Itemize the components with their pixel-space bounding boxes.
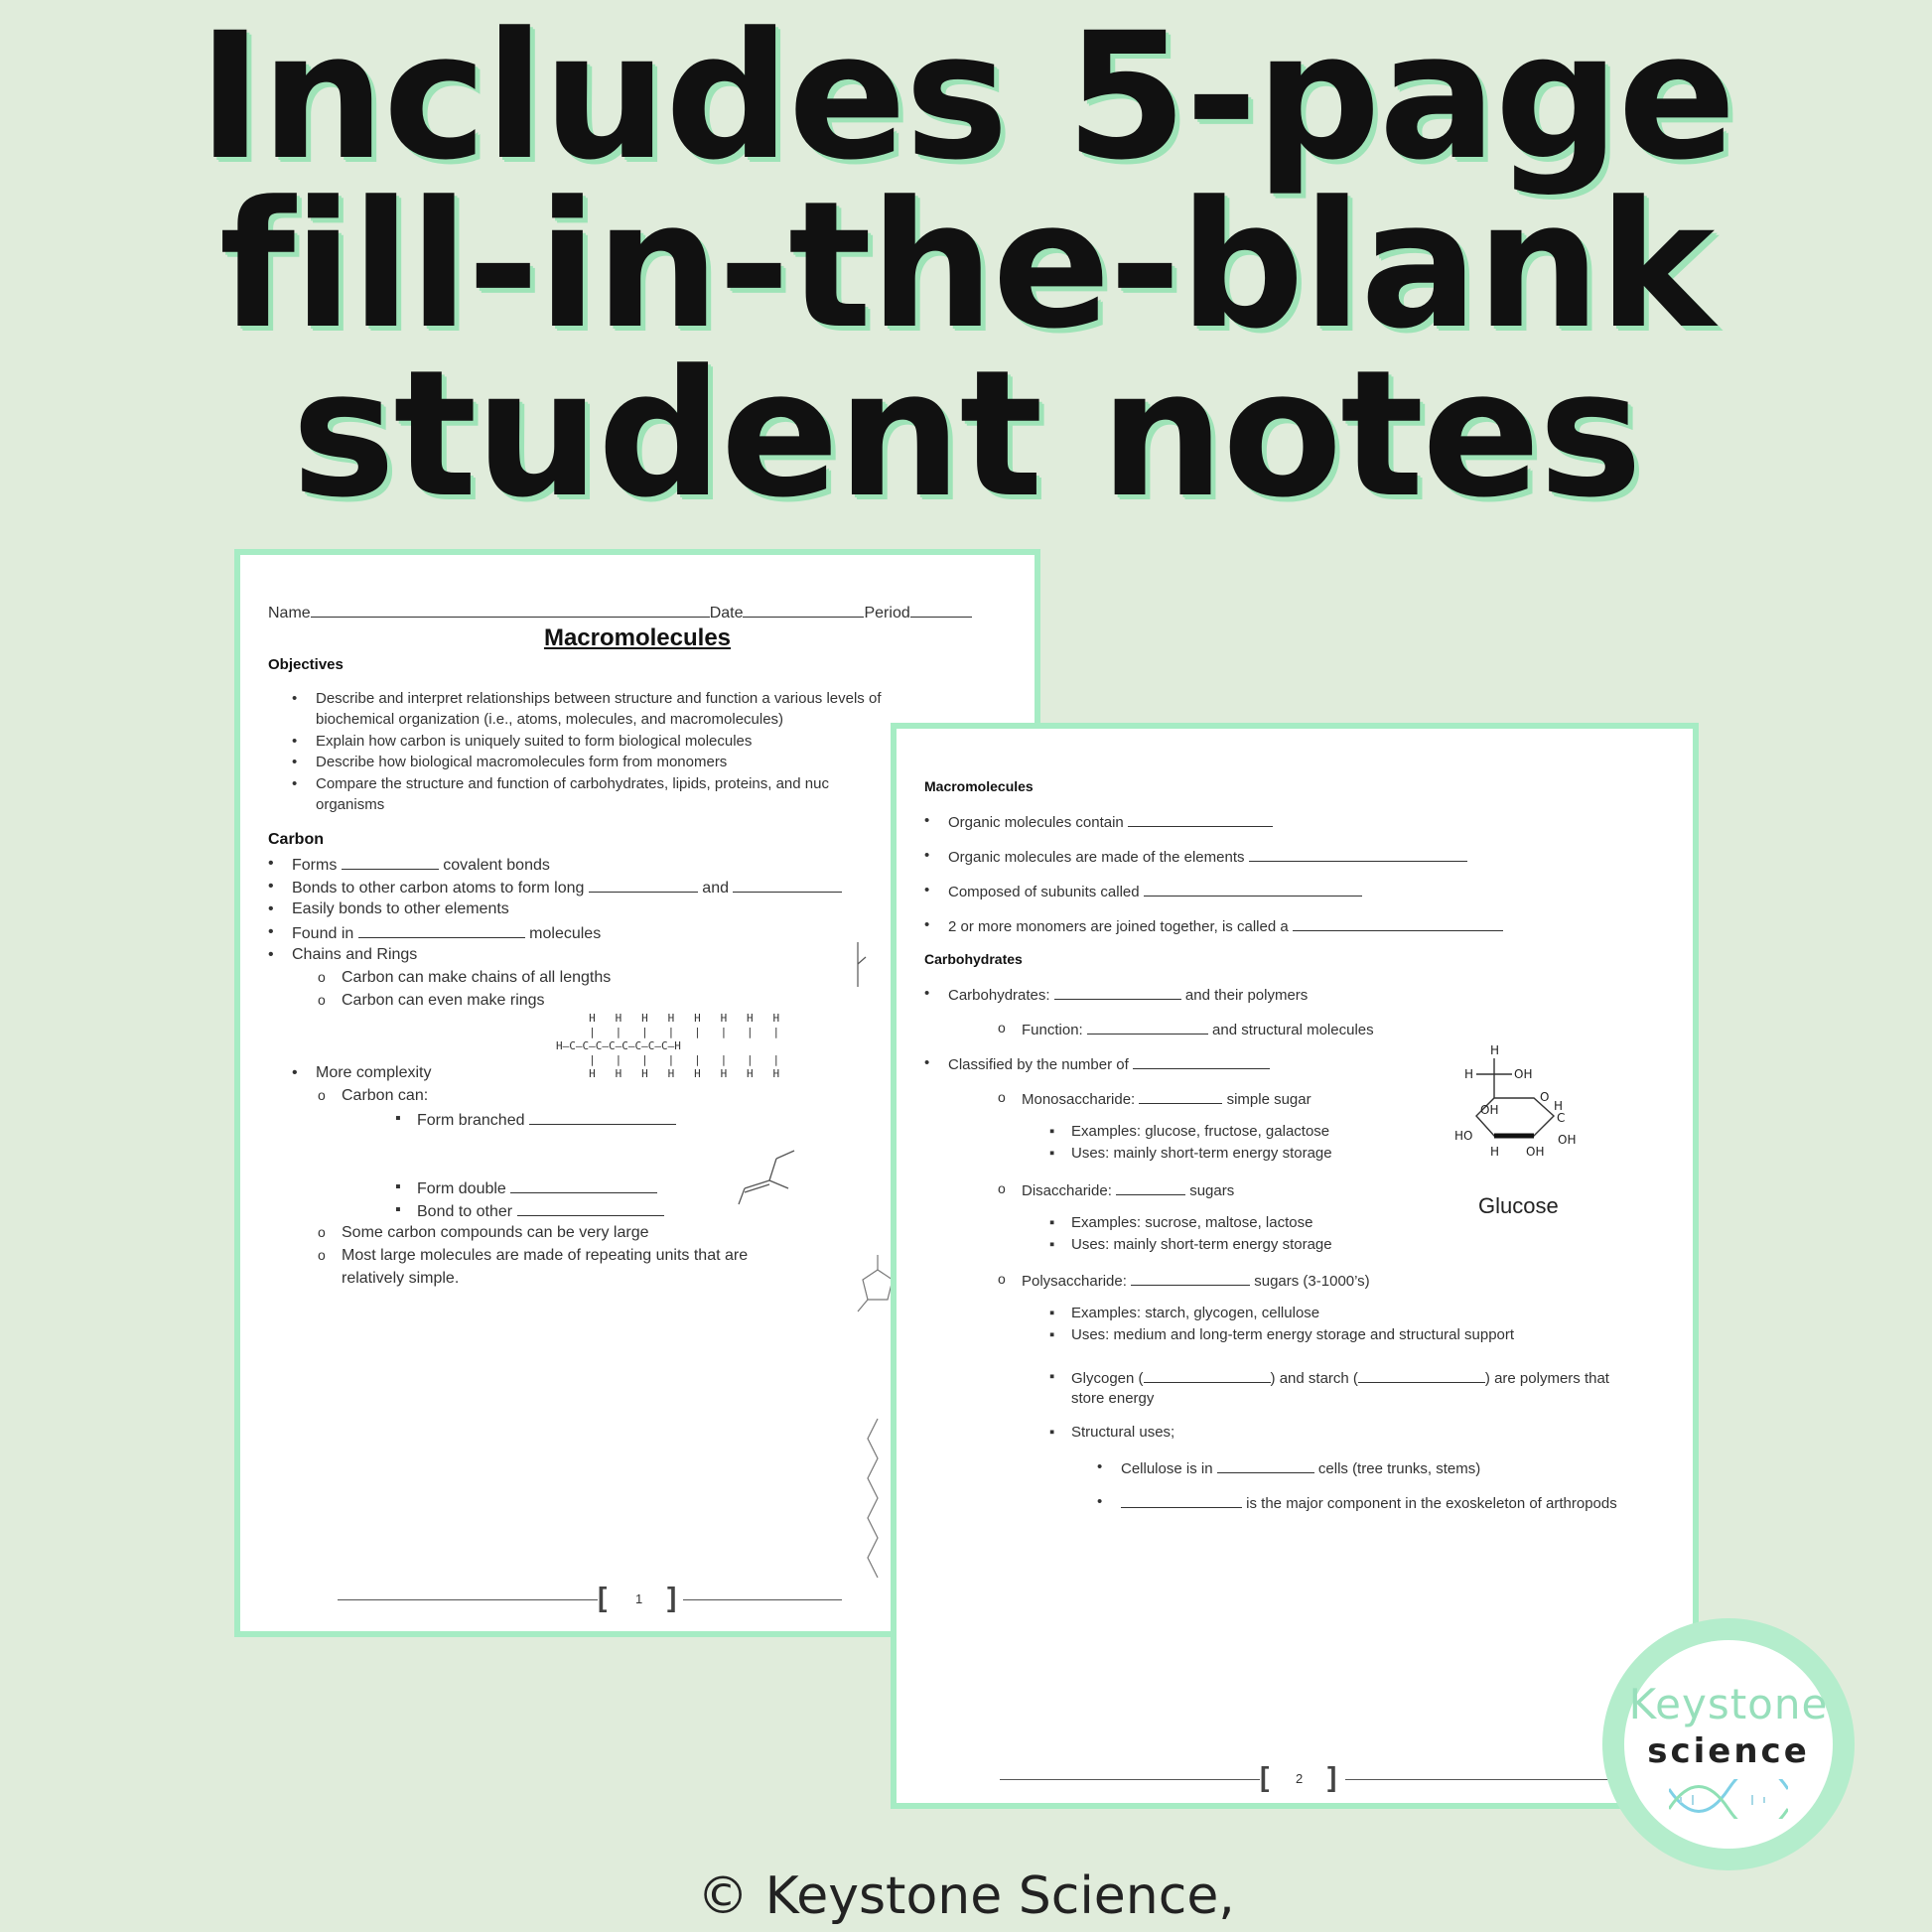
notes-page-1: Name Date Period Macromolecules Objectives • Describe and interpret relationships between structure and function a various levels of biochemical organization (i.e., atoms, molecules, and macromolecules) • Explain how carbon is uniquely suited to form biological molecules • Describe how biological macromolecules form from monomers • Compare the structure and function of carbohydrates, lipids, proteins, and nuc organisms Carbon • Forms covalent bonds • Bonds to other carbon atoms to form long and • Easily bonds to other elements • Found in molecules • Chains and Rings o Carbon can make chains of all lengths o Carbon can even make rings H H H H H H H H | | | | | | | | H—C—C—C—C—C—C—C—C—H | | | | | | | | H H H H H H H H • More complexity o Carbon can: ▪ Form branched ▪ Form double ▪ Bond to other o Some carbon compounds can be very large o Most large molecules are made of repeating units that are relatively simple. [ 1 ]: [234, 549, 1040, 1637]
name-field: Name Date Period: [268, 603, 972, 622]
carbon-subsubitem: ▪ Form double: [417, 1178, 657, 1198]
chitin-item: • is the major component in the exoskeleton of arthropods: [1121, 1493, 1617, 1512]
carb-item: • Carbohydrates: and their polymers: [948, 985, 1308, 1004]
objective-item: • Describe and interpret relationships between structure and function a various levels of: [316, 690, 881, 707]
svg-text:H: H: [1490, 1044, 1500, 1057]
svg-text:H: H: [1490, 1145, 1500, 1159]
svg-text:OH: OH: [1514, 1067, 1533, 1081]
disaccharide-item: o Disaccharide: sugars: [1022, 1180, 1234, 1199]
polysaccharide-item: o Polysaccharide: sugars (3-1000’s): [1022, 1271, 1370, 1290]
page-number: 2: [1296, 1771, 1304, 1786]
mono-uses: ▪ Uses: mainly short-term energy storage: [1071, 1145, 1332, 1162]
dna-icon: [1669, 1779, 1788, 1819]
headline-line-2: fill-in-the-blank: [218, 164, 1714, 367]
carbon-subsubitem: ▪ Form branched: [417, 1110, 676, 1130]
carbon-item: • Bonds to other carbon atoms to form long and: [292, 878, 842, 897]
page-title: Macromolecules: [543, 624, 732, 651]
carbon-item: • Easily bonds to other elements: [292, 900, 509, 918]
svg-text:C: C: [1557, 1111, 1566, 1125]
poly-uses: ▪ Uses: medium and long-term energy storage and structural support: [1071, 1326, 1514, 1343]
carbon-heading: Carbon: [268, 831, 324, 848]
carb-subitem: o Function: and structural molecules: [1022, 1020, 1374, 1038]
headline-line-1: Includes 5-page: [198, 0, 1734, 199]
objective-item: biochemical organization (i.e., atoms, molecules, and macromolecules): [316, 711, 784, 728]
headline-line-3: student notes: [291, 333, 1641, 536]
svg-text:OH: OH: [1558, 1133, 1577, 1147]
glycogen-item: ▪ Glycogen ( ) and starch ( ) are polymers that: [1071, 1368, 1609, 1387]
svg-text:HO: HO: [1454, 1129, 1473, 1143]
carbon-subitem: o Most large molecules are made of repeating units that are: [342, 1247, 748, 1265]
carb-item: • Classified by the number of: [948, 1054, 1270, 1073]
macromolecules-heading: Macromolecules: [924, 778, 1034, 794]
carbon-item: • Found in molecules: [292, 923, 601, 943]
carbon-subitem: relatively simple.: [342, 1270, 460, 1287]
macro-item: • Organic molecules are made of the elements: [948, 847, 1467, 866]
svg-text:OH: OH: [1480, 1103, 1499, 1117]
copyright-text: © Keystone Science,: [697, 1866, 1235, 1926]
svg-text:H: H: [1464, 1067, 1474, 1081]
objective-item: • Describe how biological macromolecules form from monomers: [316, 754, 727, 770]
glycogen-item-cont: store energy: [1071, 1390, 1155, 1407]
macro-item: • Composed of subunits called: [948, 882, 1362, 900]
objective-item: organisms: [316, 796, 385, 813]
di-uses: ▪ Uses: mainly short-term energy storage: [1071, 1236, 1332, 1253]
objectives-heading: Objectives: [268, 656, 344, 673]
logo-text-science: science: [1647, 1731, 1810, 1771]
carbon-item: • Chains and Rings: [292, 946, 417, 964]
carbon-item: • Forms covalent bonds: [292, 855, 550, 875]
svg-text:H: H: [1554, 1099, 1564, 1113]
monosaccharide-item: o Monosaccharide: simple sugar: [1022, 1089, 1311, 1108]
logo-text-keystone: Keystone: [1628, 1680, 1829, 1728]
di-examples: ▪ Examples: sucrose, maltose, lactose: [1071, 1214, 1312, 1231]
objective-item: • Explain how carbon is uniquely suited to form biological molecules: [316, 733, 752, 750]
objective-item: • Compare the structure and function of carbohydrates, lipids, proteins, and nuc: [316, 775, 829, 792]
carbohydrates-heading: Carbohydrates: [924, 951, 1023, 967]
carbon-subitem: o Carbon can:: [342, 1087, 428, 1105]
carbon-subitem: o Carbon can make chains of all lengths: [342, 969, 611, 987]
macro-item: • Organic molecules contain: [948, 812, 1273, 831]
glucose-label: Glucose: [1478, 1193, 1559, 1218]
svg-text:OH: OH: [1526, 1145, 1545, 1159]
macro-item: • 2 or more monomers are joined together, is called a: [948, 916, 1503, 935]
keystone-science-logo: [1602, 1618, 1855, 1870]
glucose-structure-diagram: [1454, 1044, 1593, 1164]
svg-text:O: O: [1540, 1090, 1550, 1104]
carbon-subitem: o Carbon can even make rings: [342, 992, 545, 1010]
mono-examples: ▪ Examples: glucose, fructose, galactose: [1071, 1123, 1329, 1140]
carbon-subsubitem: ▪ Bond to other: [417, 1201, 664, 1221]
notes-page-2: Macromolecules • Organic molecules contain • Organic molecules are made of the elements • Composed of subunits called • 2 or more monomers are joined together, is called a Carbohydrates • Carbohydrates: and their polymers o Function: and structural molecules • Classified by the number of o Monosaccharide: simple sugar ▪ Examples: glucose, fructose, galactose ▪ Uses: mainly short-term energy storage o Disaccharide: sugars ▪ Examples: sucrose, maltose, lactose ▪ Uses: mainly short-term energy storage o Polysaccharide: sugars (3-1000’s) ▪ Examples: starch, glycogen, cellulose ▪ Uses: medium and long-term energy storage and structural support ▪ Glycogen ( ) and starch ( ) are polymers that store energy ▪ Structural uses; • Cellulose is in cells (tree trunks, stems) • is the major component in the exoskeleton of arthropods H H OH O H C OH OH HO H OH Glucose [ 2 ]: [891, 723, 1699, 1809]
page-number: 1: [635, 1591, 643, 1606]
carbon-subitem: o Some carbon compounds can be very large: [342, 1224, 649, 1242]
cellulose-item: • Cellulose is in cells (tree trunks, stems): [1121, 1458, 1480, 1477]
carbon-item: • More complexity: [316, 1064, 431, 1082]
branched-molecule-diagram: [725, 1131, 814, 1220]
structural-uses: ▪ Structural uses;: [1071, 1424, 1174, 1441]
molecule-fragment: [836, 932, 896, 1002]
carbon-chain-diagram: H H H H H H H H | | | | | | | | H—C—C—C—C—C—C—C—C—H | | | | | | | | H H H H H H H H: [556, 1012, 780, 1080]
poly-examples: ▪ Examples: starch, glycogen, cellulose: [1071, 1305, 1319, 1321]
